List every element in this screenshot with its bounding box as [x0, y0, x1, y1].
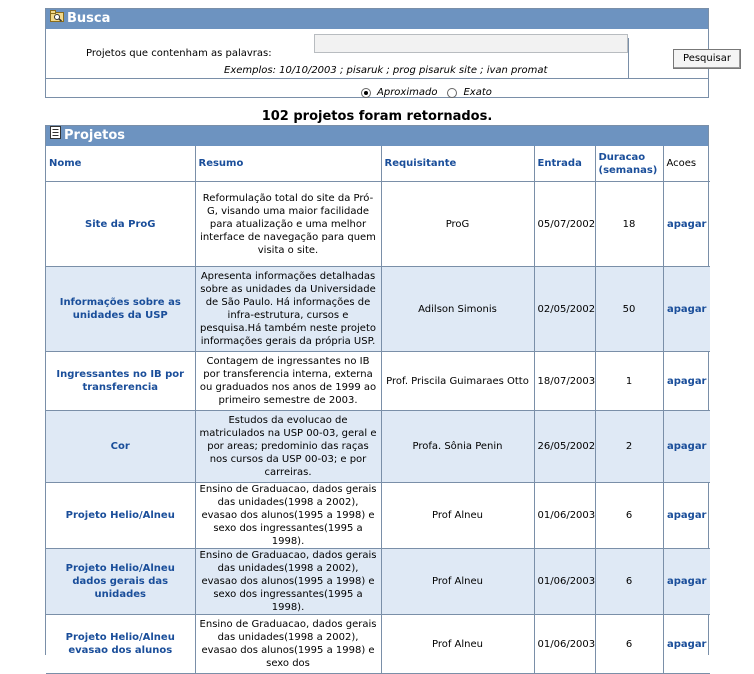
- table-row: [46, 411, 710, 483]
- project-name-link[interactable]: Informações sobre as unidades da USP: [46, 267, 195, 352]
- table-header-row: [46, 146, 710, 182]
- project-summary: Ensino de Graduacao, dados gerais das unidades(1998 a 2002), evasao dos alunos(1995 a 1998) e sexo dos ingressantes(1995 a 1998).: [195, 483, 381, 549]
- project-date: 05/07/2002: [534, 182, 595, 267]
- apagar-link[interactable]: apagar: [663, 549, 710, 615]
- project-requester: Profa. Sônia Penin: [381, 411, 534, 483]
- project-duration: 6: [595, 615, 663, 674]
- project-requester: Prof Alneu: [381, 483, 534, 549]
- project-requester: Prof Alneu: [381, 615, 534, 674]
- project-duration: 6: [595, 549, 663, 615]
- project-name-link[interactable]: Projeto Helio/Alneu dados gerais das unidades: [46, 549, 195, 615]
- search-label: Projetos que contenham as palavras:: [86, 48, 272, 59]
- apagar-link[interactable]: apagar: [663, 411, 710, 483]
- project-date: 01/06/2003: [534, 615, 595, 674]
- project-summary: Ensino de Graduacao, dados gerais das unidades(1998 a 2002), evasao dos alunos(1995 a 1998) e sexo dos: [195, 615, 381, 674]
- col-resumo[interactable]: Resumo: [195, 146, 381, 182]
- projetos-panel: [45, 125, 709, 669]
- busca-header: [46, 9, 708, 29]
- project-requester: Adilson Simonis: [381, 267, 534, 352]
- apagar-link[interactable]: apagar: [663, 352, 710, 411]
- table-row: [46, 615, 710, 674]
- search-folder-icon: [50, 9, 64, 29]
- apagar-link[interactable]: apagar: [663, 483, 710, 549]
- project-name-link[interactable]: Projeto Helio/Alneu: [46, 483, 195, 549]
- table-row: [46, 267, 710, 352]
- radio-exato-label: Exato: [463, 87, 492, 98]
- project-name-link[interactable]: Projeto Helio/Alneu evasao dos alunos: [46, 615, 195, 674]
- project-name-link[interactable]: Site da ProG: [46, 182, 195, 267]
- project-summary: Contagem de ingressantes no IB por transferencia interna, externa ou graduados nos anos de 1999 ao primeiro semestre de 2003.: [195, 352, 381, 411]
- project-duration: 18: [595, 182, 663, 267]
- project-date: 01/06/2003: [534, 483, 595, 549]
- radio-aproximado-label: Aproximado: [377, 87, 438, 98]
- project-summary: Estudos da evolucao de matriculados na USP 00-03, geral e por areas; predominio das raças nos cursos da USP 00-03; e por carreiras.: [195, 411, 381, 483]
- search-input[interactable]: [314, 34, 628, 53]
- result-count: 102 projetos foram retornados.: [261, 109, 493, 124]
- search-examples: Exemplos: 10/10/2003 ; pisaruk ; prog pisaruk site ; ivan promat: [224, 65, 548, 76]
- project-date: 02/05/2002: [534, 267, 595, 352]
- busca-title: Busca: [67, 11, 111, 26]
- col-requisitante[interactable]: Requisitante: [381, 146, 534, 182]
- project-requester: ProG: [381, 182, 534, 267]
- projetos-title: Projetos: [64, 128, 126, 143]
- col-duracao[interactable]: Duracao (semanas): [595, 146, 663, 182]
- project-duration: 6: [595, 483, 663, 549]
- project-duration: 2: [595, 411, 663, 483]
- project-name-link[interactable]: Cor: [46, 411, 195, 483]
- table-row: [46, 352, 710, 411]
- pesquisar-button[interactable]: Pesquisar: [673, 49, 741, 69]
- projetos-header: [46, 126, 708, 146]
- project-date: 26/05/2002: [534, 411, 595, 483]
- project-date: 01/06/2003: [534, 549, 595, 615]
- table-row: [46, 549, 710, 615]
- apagar-link[interactable]: apagar: [663, 267, 710, 352]
- radio-exato[interactable]: [447, 88, 457, 98]
- table-row: [46, 483, 710, 549]
- project-name-link[interactable]: Ingressantes no IB por transferencia: [46, 352, 195, 411]
- project-summary: Reformulação total do site da Pró-G, visando uma maior facilidade para atualização e uma melhor interface de navegação para quem visita o site.: [195, 182, 381, 267]
- radio-aproximado[interactable]: [361, 88, 371, 98]
- apagar-link[interactable]: apagar: [663, 615, 710, 674]
- projetos-table: [46, 146, 710, 674]
- document-icon: [50, 126, 61, 146]
- project-requester: Prof Alneu: [381, 549, 534, 615]
- col-entrada[interactable]: Entrada: [534, 146, 595, 182]
- apagar-link[interactable]: apagar: [663, 182, 710, 267]
- project-date: 18/07/2003: [534, 352, 595, 411]
- col-nome[interactable]: Nome: [46, 146, 195, 182]
- project-duration: 50: [595, 267, 663, 352]
- divider: [628, 38, 629, 78]
- table-row: [46, 182, 710, 267]
- project-requester: Prof. Priscila Guimaraes Otto: [381, 352, 534, 411]
- project-summary: Apresenta informações detalhadas sobre as unidades da Universidade de São Paulo. Há informações de infra-estrutura, cursos e pesquisa.Há também neste projeto informações gerais da própria USP.: [195, 267, 381, 352]
- search-mode-radios: [361, 87, 492, 98]
- project-duration: 1: [595, 352, 663, 411]
- busca-panel: [45, 8, 731, 98]
- project-summary: Ensino de Graduacao, dados gerais das unidades(1998 a 2002), evasao dos alunos(1995 a 1998) e sexo dos ingressantes(1995 a 1998).: [195, 549, 381, 615]
- col-acoes: Acoes: [663, 146, 710, 182]
